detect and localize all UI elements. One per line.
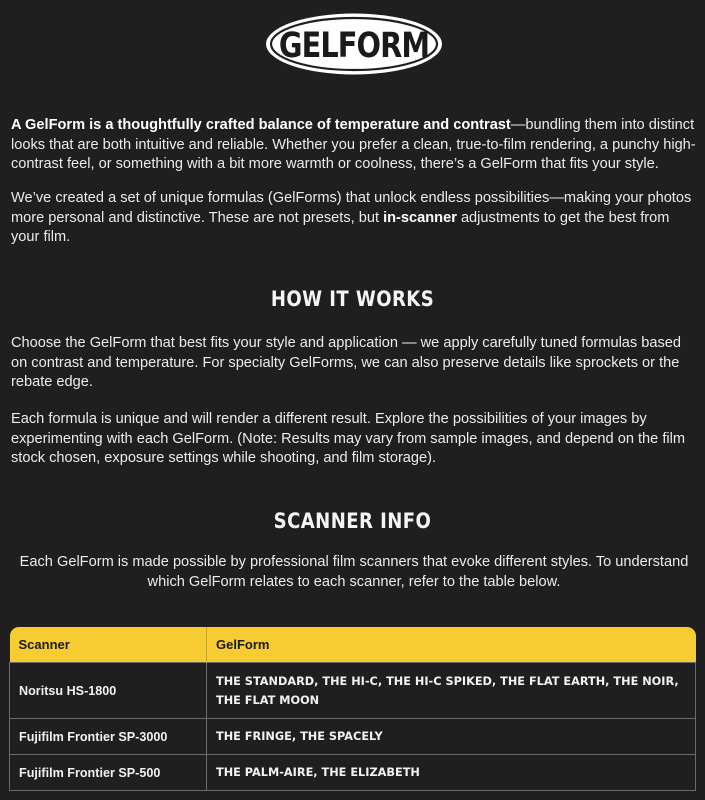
scanner-table-container [9,627,696,791]
intro-paragraph-2 [11,189,697,248]
intro-p2-end: adjustments to get the best from your film. [11,209,670,245]
table-row [10,663,696,719]
table-row [10,719,696,755]
gelform-list-cell: THE PALM-AIRE, THE ELIZABETH [207,755,696,791]
header-gelform: GelForm [207,627,696,663]
scanner-info-heading: SCANNER INFO [273,509,432,533]
how-it-works-paragraph-2: Each formula is unique and will render a different result. Explore the possibilities of your images by experimenting with each GelForm. (Note: Results may vary from sample images, and depend on the film stock chosen, exposure settings while shooting, and film storage). [11,411,686,466]
gelform-logo [264,12,444,76]
scanner-info-paragraph: Each GelForm is made possible by professional film scanners that evoke different styles. To understand which GelForm relates to each scanner, refer to the table below. [19,554,689,590]
scanner-name-cell: Noritsu HS-1800 [10,663,207,719]
scanner-name-cell: Fujifilm Frontier SP-3000 [10,719,207,755]
header-scanner: Scanner [10,627,207,663]
gelform-logo-graphic [264,12,444,76]
gelform-list-cell: THE STANDARD, THE HI-C, THE HI-C SPIKED, THE FLAT EARTH, THE NOIR, THE FLAT MOON [207,663,696,719]
intro-p2-bold: in-scanner [383,209,457,226]
gelform-list-cell: THE FRINGE, THE SPACELY [207,719,696,755]
table-row [10,755,696,791]
how-it-works-heading: HOW IT WORKS [270,287,435,311]
how-it-works-paragraph-1: Choose the GelForm that best fits your style and application — we apply carefully tuned formulas based on contrast and temperature. For specialty GelForms, we can also preserve details like sprockets or the rebate edge. [11,335,682,390]
scanner-name-cell: Fujifilm Frontier SP-500 [10,755,207,791]
intro-p2-start: We’ve created a set of unique formulas (GelForms) that unlock endless possibilities—making your photos more personal and distinctive. These are not presets, but [11,190,692,226]
logo-text: GELFORM [278,24,430,66]
intro-paragraph-1 [11,116,697,175]
scanner-table [9,627,696,791]
intro-p1-bold: A GelForm is a thoughtfully crafted balance of temperature and contrast [11,117,511,133]
intro-p1-rest: —bundling them into distinct looks that are both intuitive and reliable. Whether you prefer a clean, true-to-film rendering, a punchy high-contrast feel, or something with a bit more warmth or coolness, there’s a GelForm that fits your style. [11,117,696,172]
table-header-row [10,627,696,663]
